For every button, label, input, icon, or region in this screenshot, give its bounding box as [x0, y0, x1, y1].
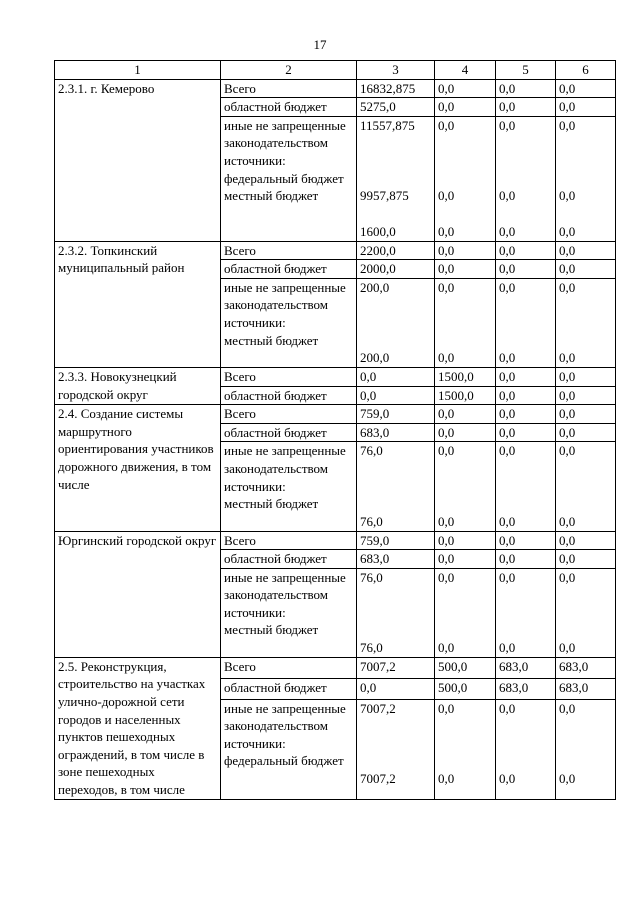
value-cell	[357, 116, 435, 241]
value-line: 0,0	[438, 771, 455, 787]
value-line: 0,0	[499, 771, 516, 787]
funding-source-label-line: местный бюджет	[224, 188, 319, 204]
value-cell: 759,0	[357, 531, 435, 550]
value-cell: 0,0	[556, 98, 616, 117]
value-cell: 0,0	[435, 79, 496, 98]
value-line: 0,0	[438, 443, 455, 459]
value-cell	[556, 278, 616, 367]
value-line: 0,0	[499, 117, 516, 133]
funding-source-label: областной бюджет	[221, 98, 357, 117]
value-cell: 1500,0	[435, 386, 496, 405]
funding-source-label-line: иные не запрещенные законодательством источники:	[224, 117, 346, 168]
value-cell: 683,0	[556, 678, 616, 699]
value-line: 0,0	[438, 188, 455, 204]
value-line: 0,0	[438, 223, 455, 239]
table-row	[55, 657, 616, 678]
value-cell	[435, 278, 496, 367]
value-line: 0,0	[499, 700, 516, 716]
value-line: 0,0	[499, 513, 516, 529]
table-row	[55, 405, 616, 424]
value-cell: 683,0	[357, 423, 435, 442]
value-cell: 0,0	[556, 405, 616, 424]
funding-source-label: областной бюджет	[221, 260, 357, 279]
funding-source-label-line: федеральный бюджет	[224, 170, 344, 186]
funding-source-label: Всего	[221, 531, 357, 550]
value-cell	[496, 278, 556, 367]
value-line: 7007,2	[360, 700, 396, 716]
funding-source-label-line: местный бюджет	[224, 496, 319, 512]
value-cell: 0,0	[556, 386, 616, 405]
value-cell: 0,0	[496, 98, 556, 117]
value-cell	[496, 116, 556, 241]
value-line: 0,0	[559, 700, 576, 716]
value-line: 76,0	[360, 569, 383, 585]
value-cell	[357, 699, 435, 799]
value-line: 1600,0	[360, 223, 396, 239]
value-cell	[357, 278, 435, 367]
value-line: 0,0	[438, 350, 455, 366]
value-cell: 0,0	[556, 260, 616, 279]
value-cell	[496, 568, 556, 657]
value-line: 0,0	[559, 443, 576, 459]
value-cell: 0,0	[435, 241, 496, 260]
value-cell: 1500,0	[435, 367, 496, 386]
value-line: 0,0	[559, 569, 576, 585]
value-cell	[556, 568, 616, 657]
value-line: 0,0	[559, 279, 576, 295]
funding-source-label-line: иные не запрещенные законодательством источники:	[224, 700, 346, 751]
funding-source-label-line: иные не запрещенные законодательством источники:	[224, 279, 346, 330]
value-cell: 0,0	[435, 423, 496, 442]
value-line: 9957,875	[360, 188, 409, 204]
funding-source-label-line: местный бюджет	[224, 622, 319, 638]
value-cell	[556, 442, 616, 531]
value-cell: 683,0	[556, 657, 616, 678]
value-cell: 0,0	[496, 367, 556, 386]
funding-source-label: Всего	[221, 657, 357, 678]
value-line: 0,0	[438, 279, 455, 295]
funding-source-label-line: иные не запрещенные законодательством источники:	[224, 443, 346, 494]
value-line: 0,0	[499, 279, 516, 295]
value-line: 0,0	[499, 569, 516, 585]
value-cell: 5275,0	[357, 98, 435, 117]
funding-source-label	[221, 442, 357, 531]
value-line: 0,0	[559, 223, 576, 239]
funding-source-label: Всего	[221, 241, 357, 260]
value-cell: 0,0	[435, 531, 496, 550]
value-cell: 683,0	[357, 550, 435, 569]
value-cell: 0,0	[357, 367, 435, 386]
value-line: 0,0	[499, 223, 516, 239]
value-cell	[435, 442, 496, 531]
value-cell: 0,0	[556, 241, 616, 260]
value-cell	[435, 116, 496, 241]
value-cell	[556, 699, 616, 799]
value-line: 0,0	[559, 513, 576, 529]
value-cell	[496, 699, 556, 799]
funding-source-label: областной бюджет	[221, 386, 357, 405]
value-cell: 0,0	[556, 367, 616, 386]
value-cell: 0,0	[496, 260, 556, 279]
value-line: 0,0	[438, 640, 455, 656]
value-line: 0,0	[438, 513, 455, 529]
value-line: 0,0	[499, 188, 516, 204]
value-cell: 683,0	[496, 657, 556, 678]
funding-source-label: областной бюджет	[221, 678, 357, 699]
value-cell: 0,0	[435, 98, 496, 117]
value-line: 76,0	[360, 443, 383, 459]
value-cell: 0,0	[435, 405, 496, 424]
value-cell: 2000,0	[357, 260, 435, 279]
section-name: 2.4. Создание системы маршрутного ориентирования участников дорожного движения, в том числе	[55, 405, 221, 531]
value-cell	[556, 116, 616, 241]
value-line: 0,0	[438, 569, 455, 585]
funding-source-label	[221, 568, 357, 657]
value-cell: 0,0	[556, 550, 616, 569]
value-cell	[357, 568, 435, 657]
table-row	[55, 531, 616, 550]
value-cell	[357, 442, 435, 531]
value-line: 76,0	[360, 513, 383, 529]
value-cell: 0,0	[556, 531, 616, 550]
section-name: 2.3.3. Новокузнецкий городской округ	[55, 367, 221, 404]
funding-source-label-line: федеральный бюджет	[224, 753, 344, 769]
value-cell: 2200,0	[357, 241, 435, 260]
value-cell: 0,0	[556, 423, 616, 442]
funding-source-label: областной бюджет	[221, 423, 357, 442]
value-line: 0,0	[559, 640, 576, 656]
funding-source-label: Всего	[221, 405, 357, 424]
value-cell: 759,0	[357, 405, 435, 424]
value-line: 0,0	[559, 117, 576, 133]
funding-source-label: Всего	[221, 79, 357, 98]
column-header: 3	[357, 61, 435, 80]
value-cell	[496, 442, 556, 531]
table-row	[55, 79, 616, 98]
page-number: 17	[313, 37, 327, 52]
value-line: 200,0	[360, 279, 390, 295]
value-cell: 0,0	[435, 260, 496, 279]
column-header: 1	[55, 61, 221, 80]
table-row	[55, 241, 616, 260]
value-line: 0,0	[559, 350, 576, 366]
value-line: 0,0	[499, 640, 516, 656]
section-name: 2.3.2. Топкинский муниципальный район	[55, 241, 221, 367]
table-row	[55, 367, 616, 386]
value-cell: 0,0	[357, 386, 435, 405]
value-cell: 0,0	[496, 423, 556, 442]
value-cell: 0,0	[435, 550, 496, 569]
value-line: 11557,875	[360, 117, 415, 133]
value-cell: 500,0	[435, 678, 496, 699]
value-cell: 0,0	[357, 678, 435, 699]
value-line: 76,0	[360, 640, 383, 656]
value-cell	[435, 699, 496, 799]
funding-source-label-line: иные не запрещенные законодательством источники:	[224, 569, 346, 620]
value-line: 7007,2	[360, 771, 396, 787]
funding-source-label	[221, 116, 357, 241]
budget-table	[54, 60, 616, 800]
value-cell: 0,0	[496, 531, 556, 550]
funding-source-label	[221, 699, 357, 799]
section-name: 2.5. Реконструкция, строительство на участках улично-дорожной сети городов и населенных пунктов пешеходных ограждений, в том числе в зоне пешеходных переходов, в том числе	[55, 657, 221, 799]
value-line: 0,0	[499, 443, 516, 459]
value-line: 0,0	[499, 350, 516, 366]
section-name: 2.3.1. г. Кемерово	[55, 79, 221, 241]
column-header: 4	[435, 61, 496, 80]
value-cell	[435, 568, 496, 657]
value-line: 0,0	[438, 117, 455, 133]
value-line: 0,0	[438, 700, 455, 716]
value-cell: 0,0	[496, 241, 556, 260]
value-cell: 0,0	[556, 79, 616, 98]
value-line: 0,0	[559, 188, 576, 204]
value-line: 0,0	[559, 771, 576, 787]
value-cell: 16832,875	[357, 79, 435, 98]
value-cell: 7007,2	[357, 657, 435, 678]
column-header: 5	[496, 61, 556, 80]
section-name: Юргинский городской округ	[55, 531, 221, 657]
value-cell: 0,0	[496, 405, 556, 424]
funding-source-label: Всего	[221, 367, 357, 386]
value-cell: 0,0	[496, 386, 556, 405]
funding-source-label	[221, 278, 357, 367]
value-line: 200,0	[360, 350, 390, 366]
column-header: 2	[221, 61, 357, 80]
funding-source-label-line: местный бюджет	[224, 332, 319, 348]
column-header: 6	[556, 61, 616, 80]
value-cell: 0,0	[496, 550, 556, 569]
table-header-row	[55, 61, 616, 80]
value-cell: 0,0	[496, 79, 556, 98]
value-cell: 683,0	[496, 678, 556, 699]
value-cell: 500,0	[435, 657, 496, 678]
funding-source-label: областной бюджет	[221, 550, 357, 569]
